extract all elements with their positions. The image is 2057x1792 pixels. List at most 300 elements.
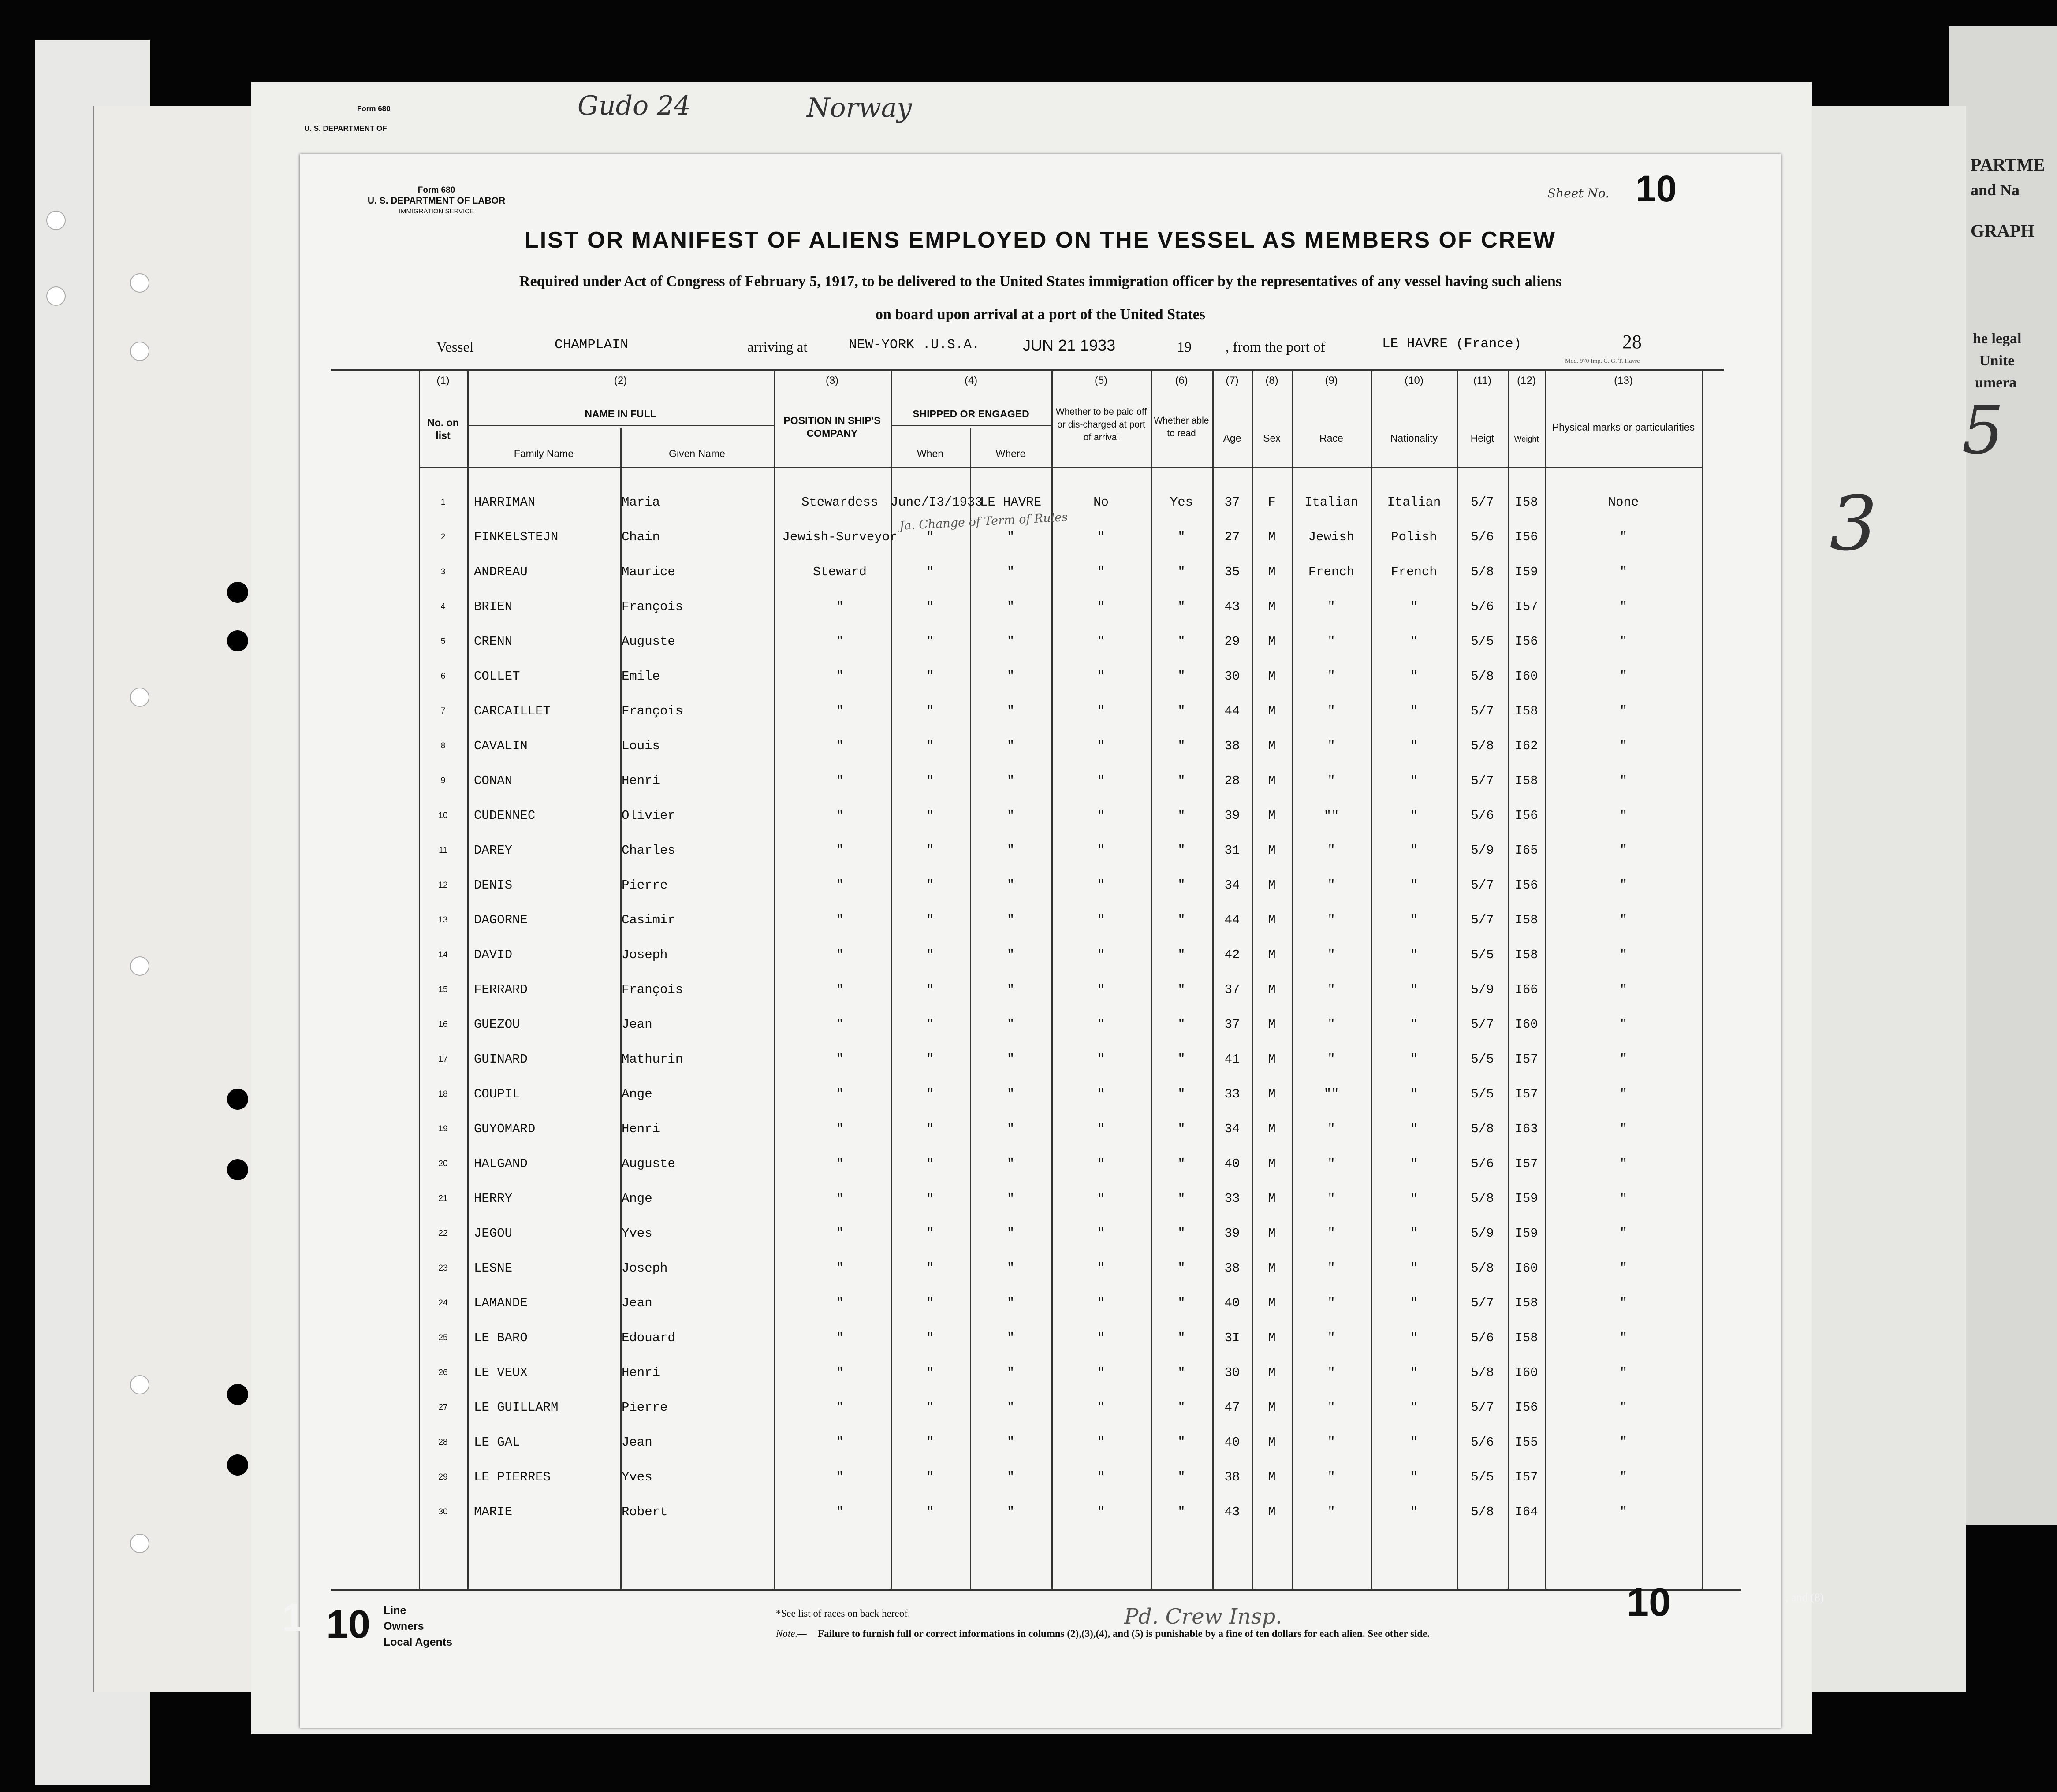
cell-nationality: " bbox=[1410, 1470, 1418, 1484]
cell-race: " bbox=[1327, 878, 1335, 892]
arrival-port: NEW-YORK .U.S.A. bbox=[849, 337, 980, 353]
header-nationality: Nationality bbox=[1390, 432, 1438, 444]
cell-read: " bbox=[1178, 565, 1185, 579]
cell-age: 43 bbox=[1224, 1505, 1240, 1519]
cell-position: " bbox=[836, 1052, 844, 1067]
table-row bbox=[300, 1495, 1781, 1529]
cell-no: 6 bbox=[440, 672, 446, 681]
cell-family: DENIS bbox=[474, 878, 513, 892]
cell-read: " bbox=[1178, 843, 1185, 858]
cell-given: Joseph bbox=[622, 1261, 668, 1275]
cell-race: " bbox=[1327, 1505, 1335, 1519]
cell-family: COLLET bbox=[474, 669, 520, 684]
arriving-label: arriving at bbox=[747, 339, 808, 355]
cell-marks: " bbox=[1619, 1261, 1628, 1275]
right-fragment-2: and Na bbox=[1971, 181, 2020, 199]
cell-marks: " bbox=[1619, 808, 1628, 823]
cell-race: " bbox=[1327, 1331, 1335, 1345]
left-sheet-number: 18 bbox=[282, 1596, 327, 1640]
cell-where: " bbox=[1006, 808, 1015, 823]
cell-given: Pierre bbox=[622, 878, 668, 892]
cell-paid: " bbox=[1097, 1191, 1105, 1206]
cell-weight: I65 bbox=[1515, 843, 1538, 858]
cell-read: " bbox=[1178, 1505, 1185, 1519]
cell-race: " bbox=[1327, 634, 1335, 649]
cell-marks: " bbox=[1619, 1191, 1628, 1206]
footer-sheet-number: 10 bbox=[1627, 1580, 1671, 1625]
departure-port: LE HAVRE (France) bbox=[1382, 336, 1522, 352]
cell-given: Henri bbox=[622, 1122, 660, 1136]
cell-read: " bbox=[1178, 1435, 1185, 1450]
col-num-9: (9) bbox=[1325, 375, 1338, 387]
cell-age: 39 bbox=[1224, 808, 1240, 823]
cell-family: LESNE bbox=[474, 1261, 513, 1275]
cell-when: " bbox=[926, 773, 934, 788]
punch-hole bbox=[130, 1375, 149, 1394]
list-number: 28 bbox=[1622, 331, 1642, 353]
right-fragment-1: PARTME bbox=[1971, 155, 2045, 175]
header-sex: Sex bbox=[1263, 432, 1281, 444]
cell-race: " bbox=[1327, 913, 1335, 927]
cell-weight: I56 bbox=[1515, 808, 1538, 823]
cell-marks: " bbox=[1619, 1365, 1628, 1380]
cell-family: LE GUILLARM bbox=[474, 1400, 559, 1415]
cell-marks: " bbox=[1619, 948, 1628, 962]
punch-hole bbox=[227, 1384, 248, 1405]
header-race: Race bbox=[1319, 432, 1343, 444]
cell-age: 38 bbox=[1224, 739, 1240, 753]
cell-family: DAGORNE bbox=[474, 913, 528, 927]
cell-weight: I59 bbox=[1515, 1191, 1538, 1206]
cell-paid: " bbox=[1097, 1505, 1105, 1519]
col-num-6: (6) bbox=[1175, 375, 1188, 387]
table-row bbox=[300, 1181, 1781, 1216]
cell-family: CAVALIN bbox=[474, 739, 528, 753]
cell-race: " bbox=[1327, 1226, 1335, 1241]
cell-position: " bbox=[836, 1017, 844, 1032]
cell-given: Louis bbox=[622, 739, 660, 753]
cell-nationality: Polish bbox=[1391, 530, 1437, 544]
cell-height: 5/8 bbox=[1471, 739, 1494, 753]
cell-height: 5/7 bbox=[1471, 773, 1494, 788]
cell-when: " bbox=[926, 1331, 934, 1345]
cell-no: 14 bbox=[438, 950, 448, 959]
cell-when: " bbox=[926, 1400, 934, 1415]
cell-age: 31 bbox=[1224, 843, 1240, 858]
cell-read: " bbox=[1178, 1052, 1185, 1067]
punch-hole bbox=[227, 630, 248, 651]
cell-given: Pierre bbox=[622, 1400, 668, 1415]
cell-family: HALGAND bbox=[474, 1156, 528, 1171]
cell-paid: " bbox=[1097, 1296, 1105, 1310]
cell-race: " bbox=[1327, 1191, 1335, 1206]
cell-age: 40 bbox=[1224, 1156, 1240, 1171]
cell-sex: M bbox=[1268, 843, 1276, 858]
cell-weight: I57 bbox=[1515, 1052, 1538, 1067]
right-fragment-6: umera bbox=[1975, 375, 2017, 391]
cell-marks: " bbox=[1619, 599, 1628, 614]
cell-marks: " bbox=[1619, 913, 1628, 927]
cell-height: 5/6 bbox=[1471, 1435, 1494, 1450]
cell-position: Jewish-Surveyor bbox=[782, 530, 898, 544]
table-row bbox=[300, 972, 1781, 1007]
cell-marks: " bbox=[1619, 982, 1628, 997]
cell-weight: I55 bbox=[1515, 1435, 1538, 1450]
cell-family: CONAN bbox=[474, 773, 513, 788]
cell-weight: I66 bbox=[1515, 982, 1538, 997]
header-age: Age bbox=[1223, 432, 1241, 444]
cell-where: " bbox=[1006, 1505, 1015, 1519]
cell-marks: " bbox=[1619, 1400, 1628, 1415]
cell-nationality: " bbox=[1410, 843, 1418, 858]
cell-sex: M bbox=[1268, 565, 1276, 579]
cell-position: " bbox=[836, 1261, 844, 1275]
cell-race: " bbox=[1327, 1470, 1335, 1484]
cell-where: " bbox=[1006, 634, 1015, 649]
cell-where: " bbox=[1006, 913, 1015, 927]
cell-sex: M bbox=[1268, 1365, 1276, 1380]
cell-marks: " bbox=[1619, 773, 1628, 788]
cell-given: Maurice bbox=[622, 565, 675, 579]
punch-hole bbox=[130, 273, 149, 293]
cell-given: Joseph bbox=[622, 948, 668, 962]
cell-paid: " bbox=[1097, 1470, 1105, 1484]
cell-age: 37 bbox=[1224, 982, 1240, 997]
cell-family: LE GAL bbox=[474, 1435, 520, 1450]
cell-race: " bbox=[1327, 1400, 1335, 1415]
cell-where: " bbox=[1006, 773, 1015, 788]
cell-given: Charles bbox=[622, 843, 675, 858]
footer-local-agents-label: Local Agents bbox=[384, 1636, 453, 1648]
handwritten-note-top: Gudo 24 bbox=[578, 90, 691, 121]
cell-height: 5/5 bbox=[1471, 1470, 1494, 1484]
cell-where: " bbox=[1006, 948, 1015, 962]
cell-read: " bbox=[1178, 1261, 1185, 1275]
cell-family: CUDENNEC bbox=[474, 808, 536, 823]
cell-marks: " bbox=[1619, 1470, 1628, 1484]
cell-paid: " bbox=[1097, 948, 1105, 962]
cell-position: " bbox=[836, 1400, 844, 1415]
cell-height: 5/8 bbox=[1471, 565, 1494, 579]
col-num-1: (1) bbox=[436, 375, 450, 387]
cell-no: 12 bbox=[438, 881, 448, 890]
cell-nationality: " bbox=[1410, 1296, 1418, 1310]
cell-no: 21 bbox=[438, 1194, 448, 1203]
table-row bbox=[300, 554, 1781, 589]
cell-given: Mathurin bbox=[622, 1052, 683, 1067]
cell-given: Auguste bbox=[622, 634, 675, 649]
cell-where: " bbox=[1006, 565, 1015, 579]
cell-race: "" bbox=[1323, 1087, 1339, 1101]
cell-sex: M bbox=[1268, 634, 1276, 649]
cell-position: " bbox=[836, 739, 844, 753]
cell-nationality: " bbox=[1410, 913, 1418, 927]
cell-age: 44 bbox=[1224, 704, 1240, 718]
cell-where: " bbox=[1006, 599, 1015, 614]
cell-weight: I59 bbox=[1515, 565, 1538, 579]
cell-paid: " bbox=[1097, 1365, 1105, 1380]
cell-when: " bbox=[926, 599, 934, 614]
cell-when: " bbox=[926, 982, 934, 997]
cell-sex: M bbox=[1268, 704, 1276, 718]
cell-marks: " bbox=[1619, 1156, 1628, 1171]
handwritten-footer-annotation: Pd. Crew Insp. bbox=[1124, 1604, 1282, 1629]
right-fragment-8: 3 bbox=[1830, 480, 1878, 568]
cell-age: 3I bbox=[1224, 1331, 1240, 1345]
cell-no: 10 bbox=[438, 811, 448, 820]
cell-marks: " bbox=[1619, 1052, 1628, 1067]
cell-nationality: " bbox=[1410, 982, 1418, 997]
cell-marks: " bbox=[1619, 530, 1628, 544]
cell-where: " bbox=[1006, 1087, 1015, 1101]
cell-nationality: " bbox=[1410, 599, 1418, 614]
cell-height: 5/8 bbox=[1471, 1505, 1494, 1519]
cell-given: Emile bbox=[622, 669, 660, 684]
cell-given: Maria bbox=[622, 495, 660, 509]
cell-read: " bbox=[1178, 1470, 1185, 1484]
cell-position: " bbox=[836, 808, 844, 823]
cell-given: Ange bbox=[622, 1087, 652, 1101]
cell-height: 5/8 bbox=[1471, 1261, 1494, 1275]
cell-position: " bbox=[836, 878, 844, 892]
header-no-on-list: No. on list bbox=[427, 417, 459, 441]
cell-weight: I60 bbox=[1515, 1261, 1538, 1275]
cell-when: " bbox=[926, 843, 934, 858]
cell-race: " bbox=[1327, 1435, 1335, 1450]
cell-read: " bbox=[1178, 669, 1185, 684]
cell-family: JEGOU bbox=[474, 1226, 513, 1241]
punch-hole bbox=[227, 1454, 248, 1476]
cell-paid: " bbox=[1097, 808, 1105, 823]
cell-when: " bbox=[926, 1505, 934, 1519]
cell-sex: M bbox=[1268, 1017, 1276, 1032]
cell-sex: M bbox=[1268, 1331, 1276, 1345]
cell-read: " bbox=[1178, 913, 1185, 927]
cell-paid: " bbox=[1097, 1400, 1105, 1415]
cell-read: " bbox=[1178, 1017, 1185, 1032]
cell-age: 33 bbox=[1224, 1087, 1240, 1101]
right-fragment-3: GRAPH bbox=[1971, 221, 2035, 241]
cell-race: " bbox=[1327, 1017, 1335, 1032]
cell-sex: M bbox=[1268, 739, 1276, 753]
footer-races-note: *See list of races on back hereof. bbox=[776, 1608, 910, 1619]
cell-age: 30 bbox=[1224, 669, 1240, 684]
cell-when: " bbox=[926, 1296, 934, 1310]
cell-sex: M bbox=[1268, 1435, 1276, 1450]
cell-when: " bbox=[926, 913, 934, 927]
cell-age: 30 bbox=[1224, 1365, 1240, 1380]
cell-weight: I60 bbox=[1515, 1365, 1538, 1380]
cell-paid: " bbox=[1097, 1435, 1105, 1450]
cell-sex: M bbox=[1268, 530, 1276, 544]
cell-paid: " bbox=[1097, 773, 1105, 788]
cell-height: 5/8 bbox=[1471, 1365, 1494, 1380]
cell-sex: M bbox=[1268, 1400, 1276, 1415]
cell-height: 5/5 bbox=[1471, 634, 1494, 649]
cell-sex: M bbox=[1268, 808, 1276, 823]
cell-position: " bbox=[836, 1365, 844, 1380]
cell-paid: " bbox=[1097, 1226, 1105, 1241]
cell-sex: M bbox=[1268, 669, 1276, 684]
cell-position: " bbox=[836, 634, 844, 649]
cell-when: " bbox=[926, 704, 934, 718]
cell-no: 4 bbox=[440, 602, 446, 611]
table-top-rule bbox=[331, 369, 1724, 371]
cell-sex: M bbox=[1268, 1226, 1276, 1241]
cell-nationality: " bbox=[1410, 1052, 1418, 1067]
cell-height: 5/8 bbox=[1471, 669, 1494, 684]
cell-given: Chain bbox=[622, 530, 660, 544]
cell-no: 23 bbox=[438, 1264, 448, 1273]
cell-age: 42 bbox=[1224, 948, 1240, 962]
cell-no: 18 bbox=[438, 1089, 448, 1099]
cell-when: " bbox=[926, 1087, 934, 1101]
punch-hole bbox=[130, 342, 149, 361]
cell-when: " bbox=[926, 1017, 934, 1032]
crew-table-body bbox=[300, 485, 1781, 1587]
cell-given: François bbox=[622, 599, 683, 614]
cell-age: 43 bbox=[1224, 599, 1240, 614]
cell-read: " bbox=[1178, 982, 1185, 997]
footer-owners-label: Owners bbox=[384, 1620, 424, 1632]
sheet-number: 10 bbox=[1636, 168, 1677, 209]
cell-height: 5/6 bbox=[1471, 1331, 1494, 1345]
cell-no: 13 bbox=[438, 915, 448, 925]
cell-nationality: " bbox=[1410, 1331, 1418, 1345]
cell-race: " bbox=[1327, 773, 1335, 788]
cell-paid: " bbox=[1097, 704, 1105, 718]
cell-given: Jean bbox=[622, 1017, 652, 1032]
subtitle-line-1: Required under Act of Congress of February 5, 1917, to be delivered to the United States immigration officer by the representatives of any vessel having such aliens bbox=[519, 273, 1562, 290]
cell-position: " bbox=[836, 773, 844, 788]
cell-paid: " bbox=[1097, 982, 1105, 997]
cell-marks: " bbox=[1619, 1226, 1628, 1241]
cell-race: " bbox=[1327, 1296, 1335, 1310]
cell-when: " bbox=[926, 948, 934, 962]
mod-note: Mod. 970 Imp. C. G. T. Havre bbox=[1565, 358, 1640, 364]
cell-position: Stewardess bbox=[801, 495, 879, 509]
header-shipped: SHIPPED OR ENGAGED bbox=[913, 408, 1029, 420]
handwritten-note-norway: Norway bbox=[807, 93, 912, 123]
cell-age: 35 bbox=[1224, 565, 1240, 579]
cell-no: 15 bbox=[438, 985, 448, 994]
cell-weight: I60 bbox=[1515, 669, 1538, 684]
cell-paid: " bbox=[1097, 1331, 1105, 1345]
cell-nationality: " bbox=[1410, 739, 1418, 753]
cell-family: LE PIERRES bbox=[474, 1470, 551, 1484]
cell-paid: " bbox=[1097, 634, 1105, 649]
cell-when: " bbox=[926, 808, 934, 823]
cell-height: 5/7 bbox=[1471, 1017, 1494, 1032]
cell-age: 37 bbox=[1224, 495, 1240, 509]
cell-weight: I57 bbox=[1515, 1470, 1538, 1484]
cell-read: " bbox=[1178, 739, 1185, 753]
vessel-label: Vessel bbox=[436, 339, 474, 355]
cell-no: 25 bbox=[438, 1333, 448, 1342]
footer-note-label: Note.— bbox=[776, 1628, 807, 1639]
cell-position: " bbox=[836, 1122, 844, 1136]
cell-sex: M bbox=[1268, 773, 1276, 788]
cell-marks: None bbox=[1608, 495, 1639, 509]
page-title: LIST OR MANIFEST OF ALIENS EMPLOYED ON THE VESSEL AS MEMBERS OF CREW bbox=[525, 227, 1556, 253]
cell-sex: M bbox=[1268, 1505, 1276, 1519]
cell-given: Jean bbox=[622, 1296, 652, 1310]
cell-paid: " bbox=[1097, 1122, 1105, 1136]
cell-paid: " bbox=[1097, 878, 1105, 892]
cell-marks: " bbox=[1619, 1435, 1628, 1450]
cell-where: " bbox=[1006, 1191, 1015, 1206]
cell-age: 39 bbox=[1224, 1226, 1240, 1241]
cell-paid: " bbox=[1097, 739, 1105, 753]
table-row bbox=[300, 1146, 1781, 1181]
cell-position: Steward bbox=[813, 565, 867, 579]
punch-hole bbox=[46, 211, 66, 230]
cell-given: Henri bbox=[622, 773, 660, 788]
cell-race: " bbox=[1327, 704, 1335, 718]
cell-nationality: " bbox=[1410, 1156, 1418, 1171]
cell-where: " bbox=[1006, 1365, 1015, 1380]
cell-marks: " bbox=[1619, 1296, 1628, 1310]
cell-race: " bbox=[1327, 843, 1335, 858]
punch-hole bbox=[227, 1159, 248, 1180]
cell-where: " bbox=[1006, 1470, 1015, 1484]
cell-nationality: " bbox=[1410, 1191, 1418, 1206]
cell-family: DAVID bbox=[474, 948, 513, 962]
cell-no: 2 bbox=[440, 532, 446, 542]
back-department: U. S. DEPARTMENT OF bbox=[304, 124, 387, 133]
cell-height: 5/8 bbox=[1471, 1191, 1494, 1206]
cell-height: 5/7 bbox=[1471, 1296, 1494, 1310]
table-row bbox=[300, 868, 1781, 903]
cell-sex: M bbox=[1268, 1470, 1276, 1484]
cell-weight: I57 bbox=[1515, 1156, 1538, 1171]
cell-given: Ange bbox=[622, 1191, 652, 1206]
cell-given: Olivier bbox=[622, 808, 675, 823]
cell-sex: M bbox=[1268, 1122, 1276, 1136]
cell-where: " bbox=[1006, 1400, 1015, 1415]
col-num-5: (5) bbox=[1094, 375, 1108, 387]
cell-weight: I56 bbox=[1515, 634, 1538, 649]
cell-nationality: " bbox=[1410, 669, 1418, 684]
cell-when: " bbox=[926, 1261, 934, 1275]
cell-marks: " bbox=[1619, 739, 1628, 753]
cell-weight: I58 bbox=[1515, 1296, 1538, 1310]
cell-weight: I58 bbox=[1515, 704, 1538, 718]
form-number: Form 680 bbox=[417, 186, 455, 195]
cell-marks: " bbox=[1619, 878, 1628, 892]
cell-read: " bbox=[1178, 1331, 1185, 1345]
table-row bbox=[300, 1077, 1781, 1112]
cell-read: " bbox=[1178, 1296, 1185, 1310]
background-sheet-right bbox=[1799, 106, 1966, 1692]
cell-no: 3 bbox=[440, 567, 446, 576]
cell-race: " bbox=[1327, 982, 1335, 997]
footer-left-number: 10 bbox=[326, 1602, 371, 1647]
cell-sex: M bbox=[1268, 948, 1276, 962]
cell-weight: I58 bbox=[1515, 495, 1538, 509]
table-row bbox=[300, 798, 1781, 833]
cell-where: " bbox=[1006, 1226, 1015, 1241]
cell-position: " bbox=[836, 843, 844, 858]
punch-hole bbox=[130, 956, 149, 976]
cell-when: " bbox=[926, 739, 934, 753]
table-row bbox=[300, 1286, 1781, 1320]
cell-height: 5/5 bbox=[1471, 1087, 1494, 1101]
cell-paid: " bbox=[1097, 913, 1105, 927]
cell-age: 33 bbox=[1224, 1191, 1240, 1206]
cell-read: " bbox=[1178, 634, 1185, 649]
cell-no: 11 bbox=[439, 846, 447, 855]
